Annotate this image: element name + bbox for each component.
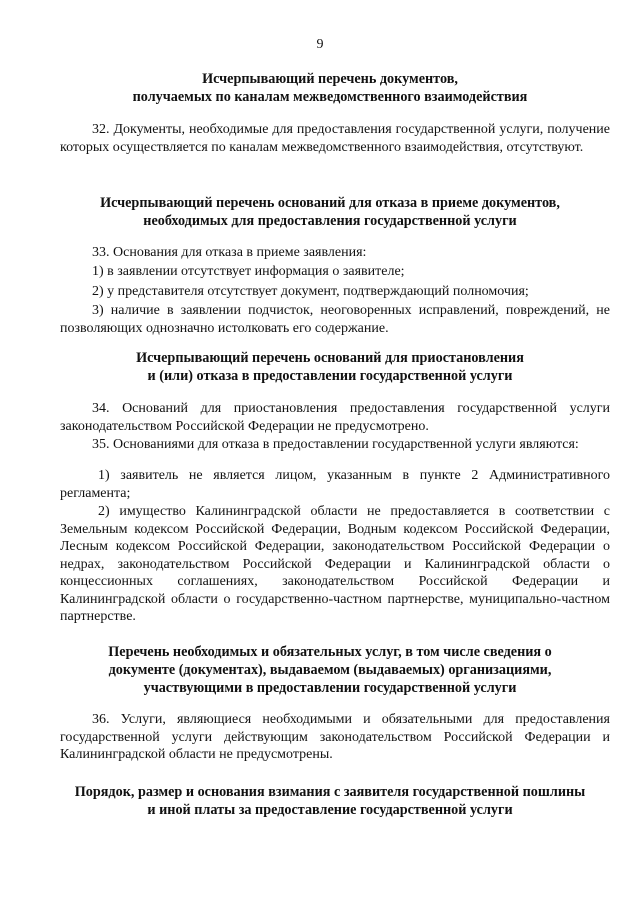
heading-line: документе (документах), выдаваемом (выдаваемых) организациями, bbox=[108, 662, 552, 678]
heading-line: Порядок, размер и основания взимания с заявителя государственной пошлины bbox=[74, 784, 586, 800]
section-heading-required-services bbox=[50, 643, 610, 697]
heading-line: необходимых для предоставления государственной услуги bbox=[143, 213, 517, 229]
paragraph-35: 35. Основаниями для отказа в предоставлении государственной услуги являются: bbox=[92, 437, 579, 452]
paragraph-34: 34. Оснований для приостановления предоставления государственной услуги законодательством Российской Федерации не предусмотрено. bbox=[60, 401, 610, 434]
list-item: 2) у представителя отсутствует документ, подтверждающий полномочия; bbox=[92, 284, 529, 299]
paragraph-33: 33. Основания для отказа в приеме заявления: bbox=[92, 245, 367, 260]
heading-line: Исчерпывающий перечень оснований для приостановления bbox=[136, 350, 524, 366]
list-item: 1) заявитель не является лицом, указанным в пункте 2 Административного регламента; bbox=[60, 468, 610, 501]
section-heading-state-fee bbox=[40, 783, 620, 819]
heading-line: Исчерпывающий перечень документов, bbox=[202, 71, 458, 87]
section-heading-refusal-to-accept bbox=[50, 194, 610, 230]
paragraph-32: 32. Документы, необходимые для предоставления государственной услуги, получение которых осуществляется по каналам межведомственного взаимодействия, отсутствуют. bbox=[60, 122, 610, 155]
section-heading-interagency-documents bbox=[50, 70, 610, 106]
heading-line: и (или) отказа в предоставлении государственной услуги bbox=[147, 368, 513, 384]
heading-line: и иной платы за предоставление государственной услуги bbox=[147, 802, 513, 818]
heading-line: Перечень необходимых и обязательных услуг, в том числе сведения о bbox=[108, 644, 552, 660]
heading-line: участвующими в предоставлении государственной услуги bbox=[143, 680, 517, 696]
section-heading-suspension-refusal bbox=[50, 349, 610, 385]
page-number: 9 bbox=[316, 37, 324, 52]
list-item: 1) в заявлении отсутствует информация о заявителе; bbox=[92, 264, 405, 279]
list-item: 3) наличие в заявлении подчисток, неоговоренных исправлений, повреждений, не позволяющих однозначно истолковать его содержание. bbox=[60, 303, 610, 336]
heading-line: получаемых по каналам межведомственного взаимодействия bbox=[132, 89, 528, 105]
heading-line: Исчерпывающий перечень оснований для отказа в приеме документов, bbox=[100, 195, 560, 211]
list-item: 2) имущество Калининградской области не предоставляется в соответствии с Земельным кодексом Российской Федерации, Водным кодексом Российской Федерации, Лесным кодексом Российской Федерации, законодательством Российской Федерации о недрах, законодательством Российской Федерации и Калининградской области о концессионных соглашениях, законодательством Российской Федерации и Калининградской области о государственно-частном партнерстве, муниципально-частном партнерстве. bbox=[60, 504, 610, 624]
paragraph-36: 36. Услуги, являющиеся необходимыми и обязательными для предоставления государственной услуги действующим законодательством Российской Федерации и Калининградской области не предусмотрены. bbox=[60, 712, 610, 762]
